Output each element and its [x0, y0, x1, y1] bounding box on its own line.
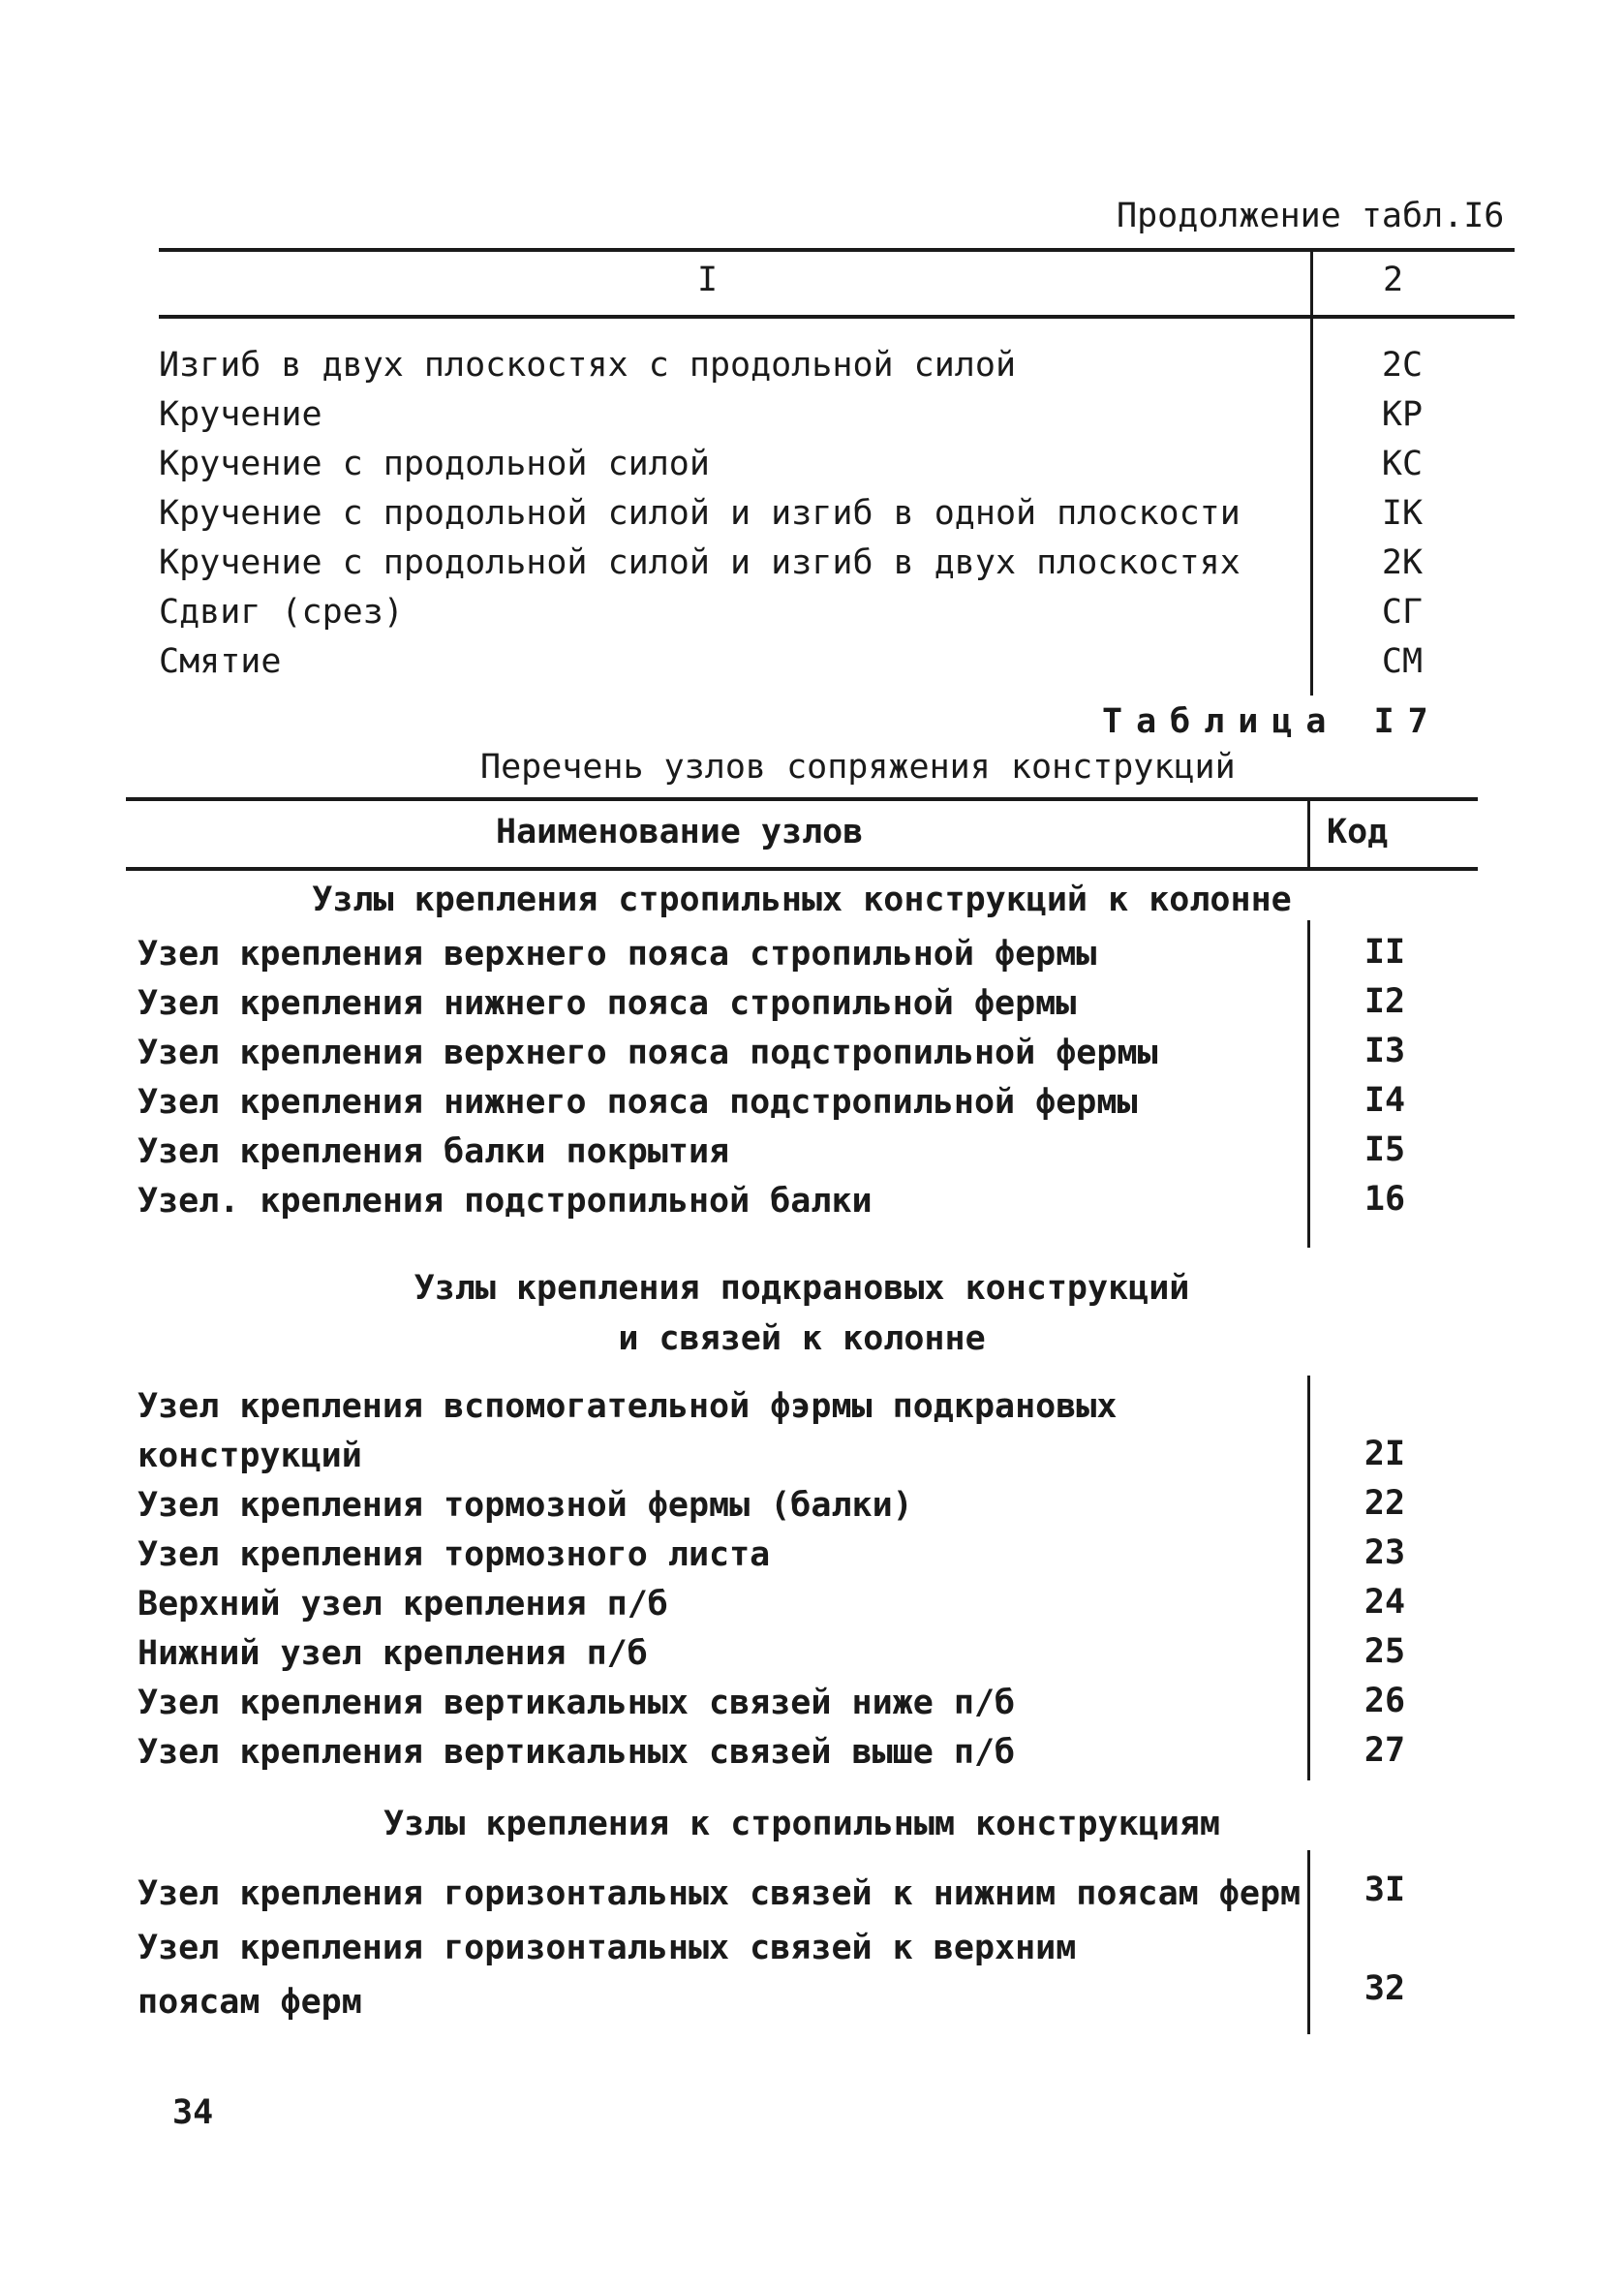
table16-continuation-label: Продолжение табл.I6: [1117, 197, 1505, 235]
table17-label: Таблица I7: [1102, 702, 1442, 741]
table17-row-label: Узел крепления вертикальных связей выше п/б: [138, 1733, 1016, 1772]
table17-row-label: Узел крепления горизонтальных связей к нижним поясам ферм: [138, 1874, 1302, 1913]
table17-row-code: 24: [1364, 1583, 1406, 1622]
table16-row-code: КС: [1381, 445, 1424, 483]
table17-row-code: 16: [1364, 1180, 1406, 1219]
table17-row-label: Узел крепления верхнего пояса стропильной фермы: [138, 935, 1097, 974]
table17-col2-header: Код: [1327, 813, 1389, 851]
table17-row-code: 23: [1364, 1533, 1406, 1572]
table16-row-label: Смятие: [159, 642, 282, 681]
table17-group1-divider: [1307, 920, 1310, 1248]
table17-row-label: Узел крепления горизонтальных связей к верхним: [138, 1929, 1077, 1967]
table16-row-code: 2С: [1381, 346, 1424, 385]
table17-row-code: 27: [1364, 1731, 1406, 1770]
table17-group1-heading: Узлы крепления стропильных конструкций к колонне: [312, 881, 1292, 919]
table17-header-rule: [126, 867, 1478, 871]
table16-row-code: СМ: [1381, 642, 1424, 681]
table17-row-code: II: [1364, 933, 1406, 972]
table17-top-rule: [126, 797, 1478, 801]
table17-row-code: I4: [1364, 1081, 1406, 1120]
table17-row-code: 32: [1364, 1969, 1406, 2008]
table17-col1-header: Наименование узлов: [496, 813, 864, 851]
table16-row-code: IК: [1381, 494, 1424, 533]
table17-row-code: I5: [1364, 1130, 1406, 1169]
table17-row-label: Верхний узел крепления п/б: [138, 1585, 668, 1624]
table17-row-label-cont: конструкций: [138, 1437, 362, 1475]
table17-row-label: Узел крепления вертикальных связей ниже п/б: [138, 1684, 1016, 1722]
page-number: 34: [172, 2093, 214, 2132]
table16-col2-header: 2: [1383, 261, 1404, 299]
table16-col1-header: I: [697, 261, 719, 299]
table17-row-label: Узел крепления вспомогательной фэрмы подкрановых: [138, 1387, 1118, 1426]
table17-row-label: Нижний узел крепления п/б: [138, 1634, 648, 1673]
table17-row-code: I3: [1364, 1032, 1406, 1070]
table17-row-code: 2I: [1364, 1435, 1406, 1473]
table17-row-code: I2: [1364, 982, 1406, 1021]
table17-header-divider: [1307, 799, 1310, 869]
table17-group2-heading: Узлы крепления подкрановых конструкций: [414, 1269, 1190, 1308]
table17-row-code: 25: [1364, 1632, 1406, 1671]
table16-row-label: Кручение с продольной силой: [159, 445, 710, 483]
table17-group2-divider: [1307, 1376, 1310, 1780]
table17-row-code: 26: [1364, 1682, 1406, 1720]
table17-group2-heading-cont: и связей к колонне: [618, 1319, 986, 1358]
table17-group3-heading: Узлы крепления к стропильным конструкциям: [383, 1805, 1220, 1843]
table17-title: Перечень узлов сопряжения конструкций: [480, 748, 1236, 787]
table17-row-code: 3I: [1364, 1871, 1406, 1909]
table17-row-label: Узел. крепления подстропильной балки: [138, 1182, 873, 1221]
table17-row-code: 22: [1364, 1484, 1406, 1523]
table16-row-code: 2К: [1381, 543, 1424, 582]
table16-row-code: КР: [1381, 395, 1424, 434]
table16-row-label: Кручение с продольной силой и изгиб в одной плоскости: [159, 494, 1241, 533]
table17-row-label: Узел крепления тормозного листа: [138, 1535, 771, 1574]
table17-group3-divider: [1307, 1850, 1310, 2034]
table16-row-label: Изгиб в двух плоскостях с продольной силой: [159, 346, 1017, 385]
table16-row-code: СГ: [1381, 593, 1424, 632]
table17-row-label: Узел крепления верхнего пояса подстропильной фермы: [138, 1034, 1158, 1072]
table16-row-label: Кручение с продольной силой и изгиб в двух плоскостях: [159, 543, 1241, 582]
table17-row-label: Узел крепления тормозной фермы (балки): [138, 1486, 913, 1525]
table17-row-label: Узел крепления балки покрытия: [138, 1132, 730, 1171]
table17-row-label: Узел крепления нижнего пояса подстропильной фермы: [138, 1083, 1138, 1122]
table17-row-label-cont: поясам ферм: [138, 1983, 362, 2022]
table16-row-label: Кручение: [159, 395, 322, 434]
table16-row-label: Сдвиг (срез): [159, 593, 404, 632]
table17-row-label: Узел крепления нижнего пояса стропильной фермы: [138, 984, 1077, 1023]
table16-column-divider: [1310, 250, 1313, 696]
